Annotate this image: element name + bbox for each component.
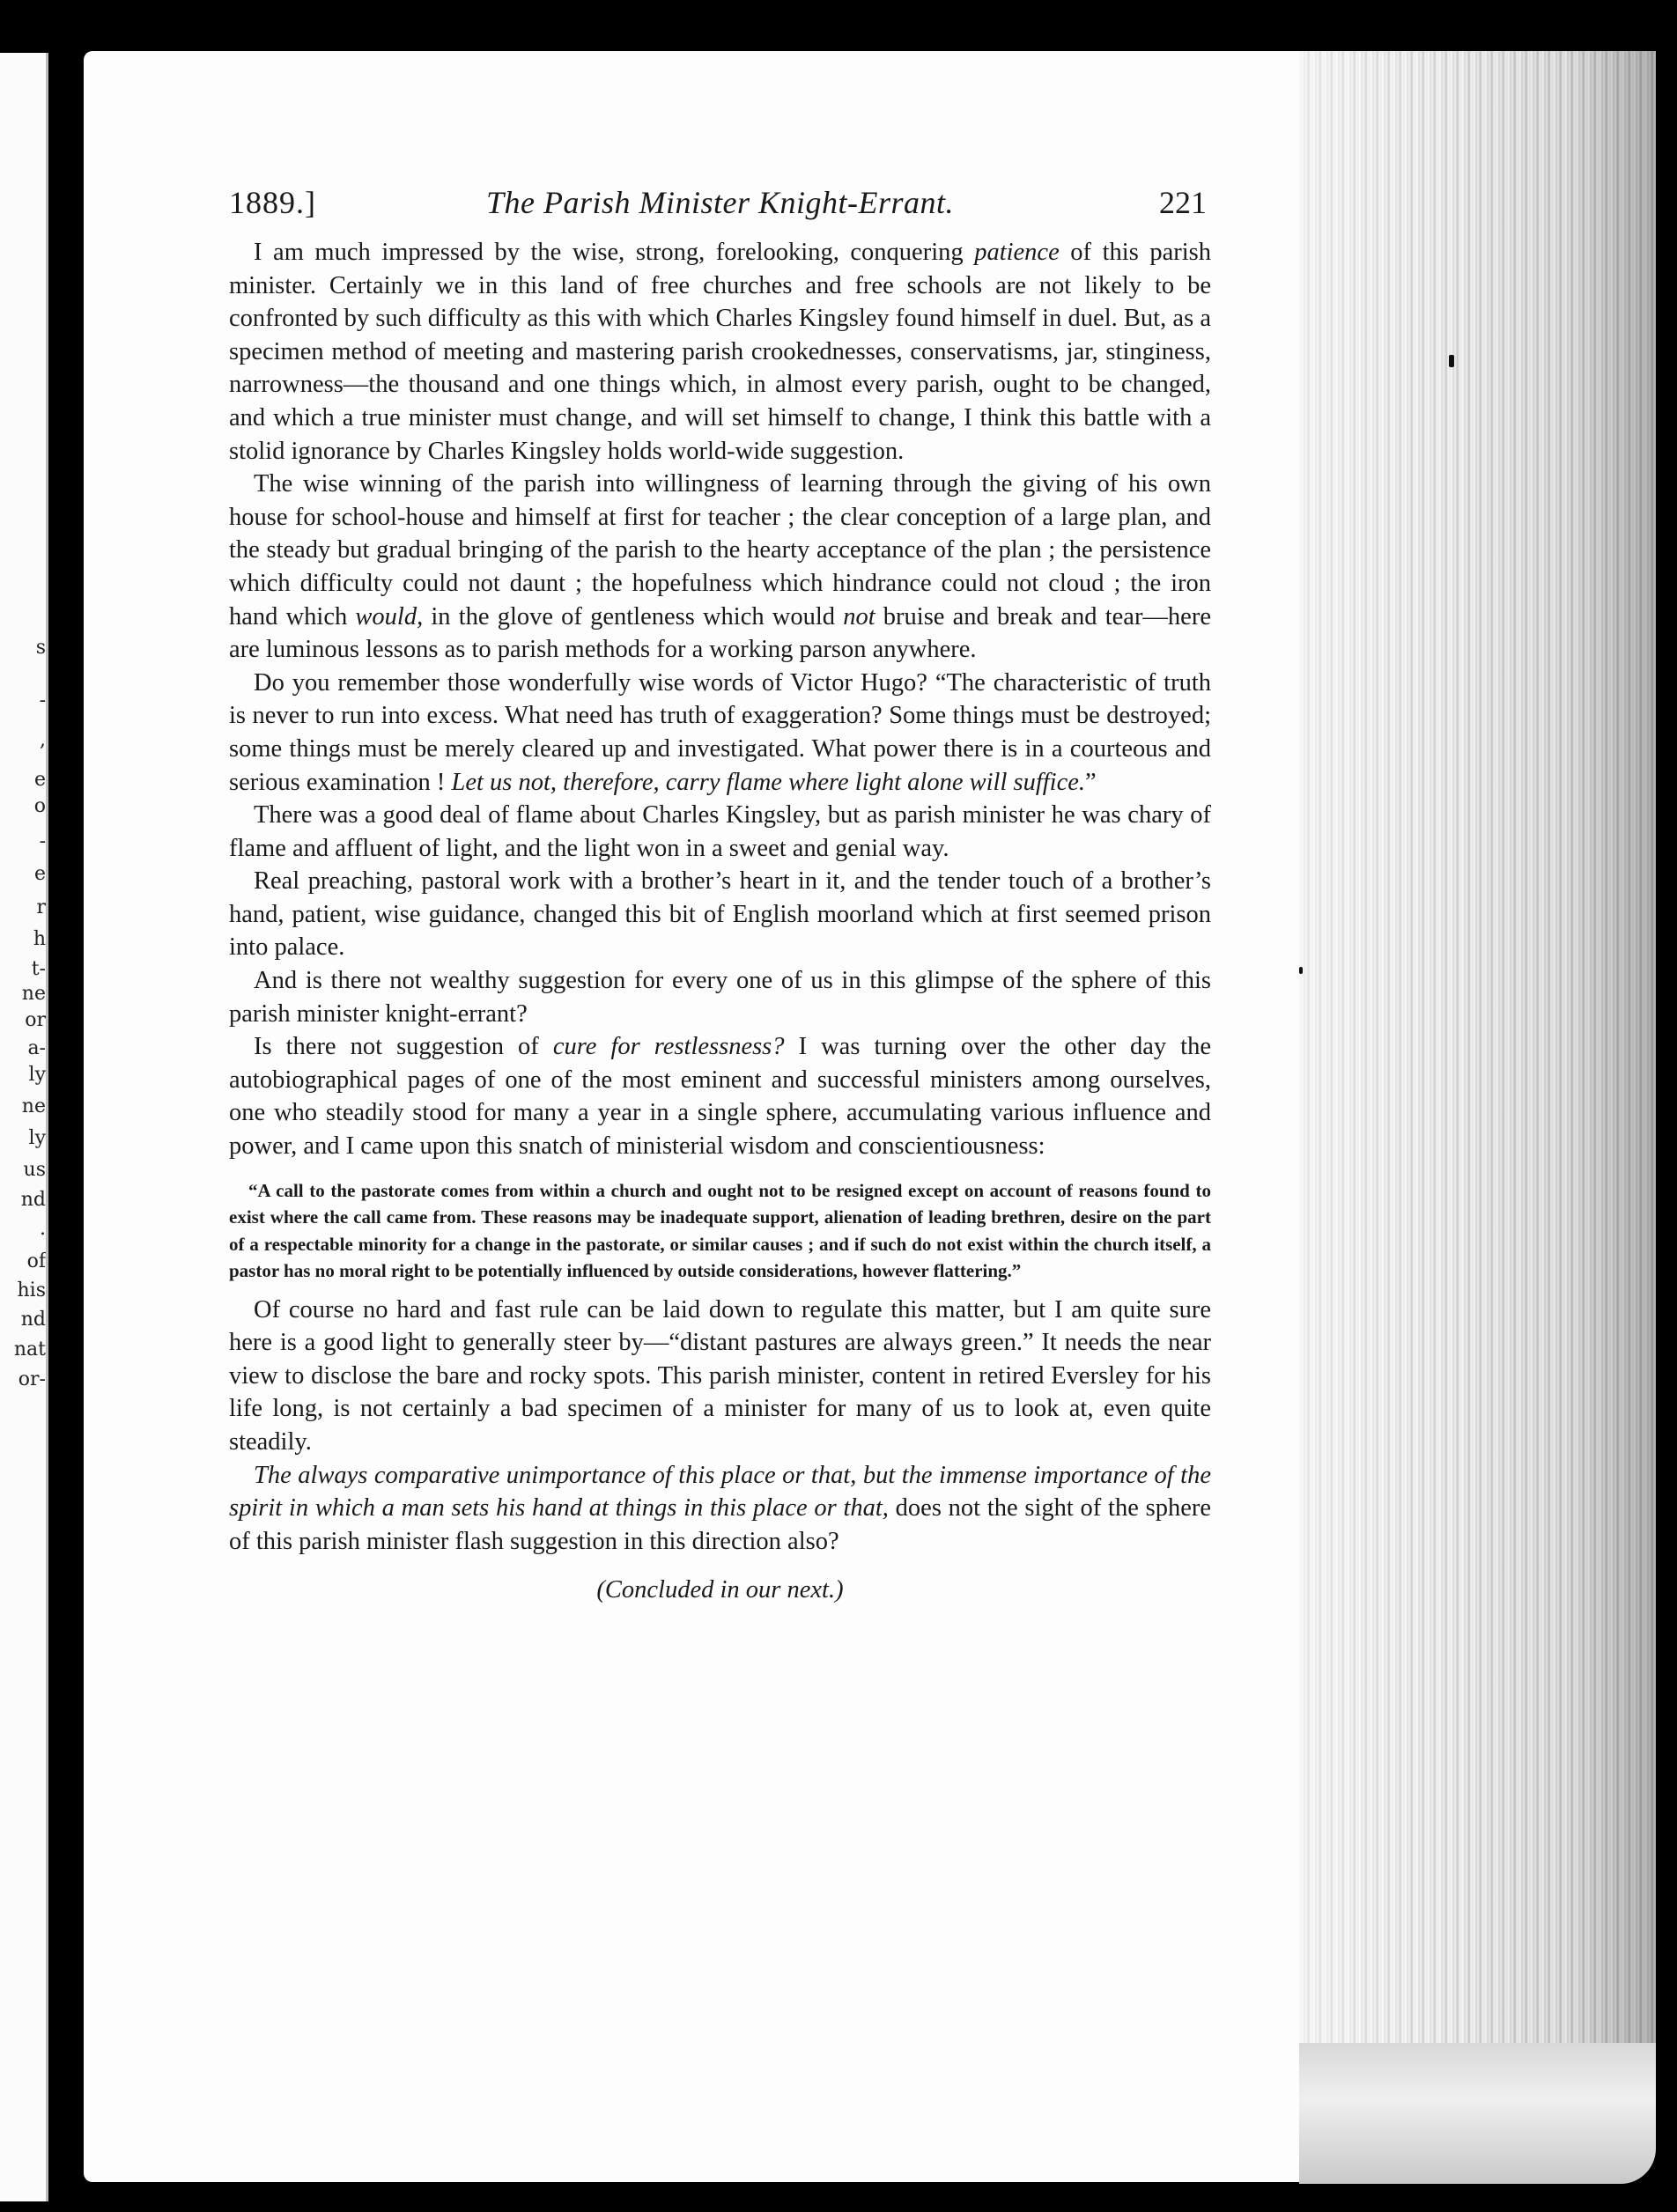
previous-page-fragment: or [25,1009,46,1031]
previous-page-fragment: his [17,1279,46,1301]
italic-text: patience [974,239,1060,266]
previous-page-fragment: ne [21,1095,46,1117]
text-run: “A call to the pastorate comes from within a church and ought not to be resigned except on account of reasons found to exist where the call came from. These reasons may be inadequate support, alienation of leading brethren, desire on the part of a respectable minority for a change in the pastorate, or similar causes ; and if such do not exist within the church itself, a pastor has no moral right to be potentially influenced by outside considerations, however flattering.” [229,1179,1211,1282]
text-run: of this parish minister. Certainly we in this land of free churches and free schools are not likely to be confronted by such difficulty as this with which Charles Kingsley found himself in duel. But, as a specimen method of meeting and mastering parish crookednesses, conservatisms, jar, stinginess, narrowness—the thousand and one things which, in almost every parish, ought to be changed, and which a true minister must change, and will set himself to change, I think this battle with a stolid ignorance by Charles Kingsley holds world-wide suggestion. [229,239,1211,465]
previous-page-fragment: of [26,1250,46,1272]
previous-page-fragment: ly [28,1127,46,1149]
header-year: 1889.] [229,185,316,220]
previous-page-fragment: o [33,795,46,817]
paragraph [229,468,1211,667]
italic-text: The always comparative unimportance of this place or that, but the immense importance of the spirit in which a man sets his hand at things in this place or that, [229,1461,1211,1523]
text-run: in the glove of gentleness which would [423,602,844,630]
paragraph [229,799,1211,865]
italic-text: would, [355,602,424,630]
previous-page-fragment: h [33,928,46,950]
previous-page-fragment: ly [28,1064,46,1086]
book-page [84,51,1308,2182]
text-run: Is there not suggestion of [254,1033,553,1061]
previous-page-fragment: nd [20,1309,46,1331]
previous-page-fragment: or- [18,1368,46,1390]
paragraph [229,964,1211,1030]
article-body [229,236,1211,1558]
page-edge-stack [1299,51,1656,2050]
page-content [229,183,1211,1632]
previous-page-fragment: ne [21,983,46,1005]
paragraph [229,1030,1211,1162]
edge-mark [1299,967,1303,974]
previous-page-fragment: e [33,863,46,885]
edge-mark [1449,355,1454,367]
paragraph [229,667,1211,799]
previous-page-fragment: . [40,1218,46,1240]
previous-page-fragment: s [35,637,46,659]
text-run: And is there not wealthy suggestion for every one of us in this glimpse of the sphere of this parish minister knight-errant? [229,967,1211,1028]
text-run: The wise winning of the parish into willingness of learning through the giving of his own house for school-house and himself at first for teacher ; the clear conception of a large plan, and the steady but gradual bringing of the parish to the hearty acceptance of the plan ; the persistence which difficulty could not daunt ; the hopefulness which hindrance could not cloud ; the iron hand which [229,470,1211,630]
text-run: Of course no hard and fast rule can be laid down to regulate this matter, but I am quite sure here is a good light to generally steer by—“distant pastures are always green.” It needs the near view to disclose the bare and rocky spots. This parish minister, content in retired Eversley for his life long, is not certainly a bad specimen of a minister for many of us to look at, even quite steadily. [229,1295,1211,1456]
text-run: does not the sight of the sphere of this parish minister flash suggestion in this direction also? [229,1494,1211,1555]
text-run: bruise and break and tear—here are luminous lessons as to parish methods for a working parson anywhere. [229,602,1211,664]
previous-page-fragment: - [39,830,46,852]
previous-page-edge [0,53,48,2201]
italic-text: not [843,602,875,630]
page-edge-bottom [1299,2043,1656,2184]
previous-page-fragment: e [33,769,46,791]
previous-page-fragment: - [39,689,46,712]
page-number: 221 [1159,185,1207,220]
text-run: Do you remember those wonderfully wise words of Victor Hugo? “The characteristic of truth is never to run into excess. What need has truth of exaggeration? Some things must be destroyed; some things must be merely cleared up and investigated. What power there is in a courteous and serious examination ! [229,668,1211,796]
text-run: I am much impressed by the wise, strong, forelooking, conquering [254,239,975,266]
previous-page-fragment: us [23,1159,46,1181]
running-header [229,183,1211,236]
text-run: Real preaching, pastoral work with a brother’s heart in it, and the tender touch of a brother’s hand, patient, wise guidance, changed this bit of English moorland which at first seemed prison into palace. [229,867,1211,962]
text-run: I was turning over the other day the autobiographical pages of one of the most eminent and successful ministers among ourselves, one who steadily stood for many a year in a single sphere, accumulating various influence and power, and I came upon this snatch of ministerial wisdom and conscientiousness: [229,1033,1211,1161]
paragraph [229,1294,1211,1459]
header-title: The Parish Minister Knight-Errant. [485,185,955,220]
previous-page-fragment: nd [20,1189,46,1211]
concluded-note: (Concluded in our next.) [596,1576,844,1604]
text-run: There was a good deal of flame about Charles Kingsley, but as parish minister he was chary of flame and affluent of light, and the light won in a sweet and genial way. [229,801,1211,862]
text-run: ” [1085,768,1097,796]
previous-page-fragment: t- [31,958,46,980]
paragraph [229,865,1211,964]
previous-page-fragment: r [36,896,46,918]
italic-text: Let us not, therefore, carry flame where light alone will suffice. [451,768,1086,796]
italic-text: cure for restlessness? [552,1033,785,1061]
paragraph [229,236,1211,468]
previous-page-fragment: nat [13,1338,46,1360]
block-quote [229,1177,1211,1285]
previous-page-fragment: , [40,729,46,751]
previous-page-fragment: a- [27,1037,46,1059]
paragraph [229,1459,1211,1559]
